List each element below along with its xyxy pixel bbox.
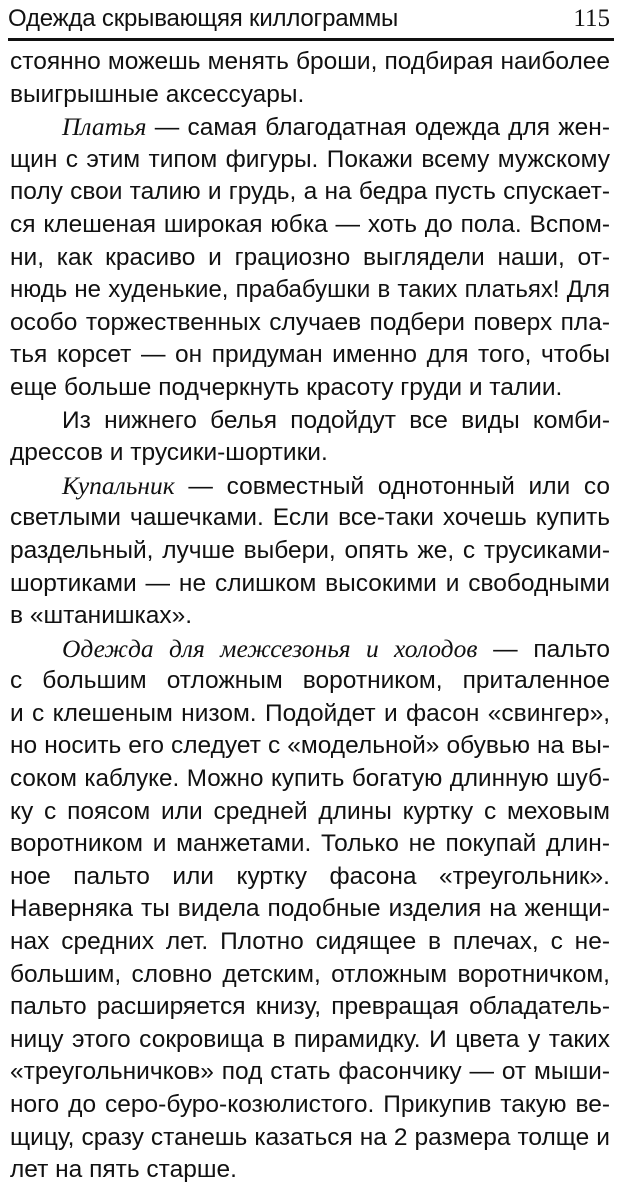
text-line: в «штанишках».	[10, 602, 193, 630]
text-line: Наверняка ты видела подобные изделия на женщи-	[10, 895, 610, 923]
text-line: щин с этим типом фигуры. Покажи всему мужскому	[10, 145, 610, 173]
text-line: дрессов и трусики-шортики.	[10, 439, 328, 467]
text-line: Одежда для межсезонья и холодов — пальто	[62, 633, 610, 663]
body-text	[10, 46, 610, 1187]
text-line: светлыми чашечками. Если все-таки хочешь купить	[10, 504, 610, 532]
text-line: но носить его следует с «модельной» обувью на вы-	[10, 732, 610, 760]
running-head: Одежда скрывающяя киллограммы	[8, 5, 399, 32]
text-line: пальто расширяется книзу, превращая обладатель-	[10, 993, 610, 1021]
text-line: выигрышные аксессуары.	[10, 80, 305, 108]
text-line: полу свои талию и грудь, а на бедра пусть спускает-	[10, 178, 610, 206]
text-line: ное пальто или куртку фасона «треугольник».	[10, 862, 610, 890]
text-line: раздельный, лучше выбери, опять же, с трусиками-	[10, 536, 610, 564]
text-line: Платья — самая благодатная одежда для жен-	[62, 112, 610, 142]
text-line: Купальник — совместный однотонный или со	[62, 470, 610, 500]
text-line: ного до серо-буро-козюлистого. Прикупив такую ве-	[10, 1091, 610, 1118]
text-line: ницу этого сокровища в пирамидку. И цвета у таких	[10, 1025, 610, 1053]
text-line: воротником и манжетами. Только не покупай длин-	[10, 830, 610, 858]
text-line: тья корсет — он придуман именно для того, чтобы	[10, 341, 610, 369]
text-line: ся клешеная широкая юбка — хоть до пола. Вспом-	[10, 210, 610, 238]
text-line: «треугольничков» под стать фасончику — от мыши-	[10, 1058, 610, 1086]
text-line: ку с поясом или средней длины куртку с меховым	[10, 797, 610, 825]
text-line: лет на пять старше.	[10, 1156, 237, 1184]
text-line: нах средних лет. Плотно сидящее в плечах, с не-	[10, 928, 610, 956]
italic-term: Одежда для межсезонья и холодов	[62, 633, 478, 663]
page-header	[8, 4, 612, 34]
italic-term: Купальник	[62, 470, 175, 500]
text-line: и с клешеным низом. Подойдет и фасон «свингер»,	[10, 699, 610, 727]
text-line: шортиками — не слишком высокими и свободными	[10, 569, 610, 597]
text-line: стоянно можешь менять броши, подбирая наиболее	[10, 48, 610, 75]
text-line: с большим отложным воротником, приталенное	[10, 667, 610, 695]
text-line: ни, как красиво и грациозно выглядели наши, от-	[10, 243, 610, 271]
italic-term: Платья	[62, 112, 147, 142]
text-line: соком каблуке. Можно купить богатую длинную шуб-	[10, 765, 610, 793]
text-line: Из нижнего белья подойдут все виды комби-	[62, 406, 610, 434]
text-line: еще больше подчеркнуть красоту груди и талии.	[10, 373, 563, 401]
text-line: щицу, сразу станешь казаться на 2 размера толще и	[10, 1123, 610, 1151]
text-line: нюдь не худенькие, прабабушки в таких платьях! Для	[10, 276, 610, 304]
text-line: большим, словно детским, отложным воротничком,	[10, 960, 610, 988]
header-rule	[8, 38, 614, 41]
text-line: особо торжественных случаев подбери поверх пла-	[10, 308, 610, 336]
page-number: 115	[573, 5, 610, 32]
